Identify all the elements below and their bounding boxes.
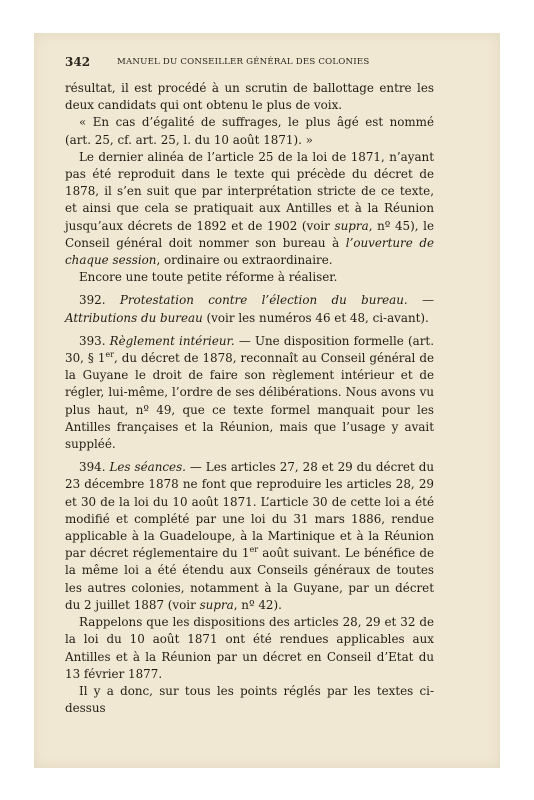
superscript: er (249, 545, 259, 555)
section-number: 393. (79, 333, 110, 348)
section-title: Règlement intérieur. (109, 333, 235, 348)
page-body (65, 80, 434, 717)
text-run: — Les articles 27, 28 et 29 du décret du 23 décembre 1878 ne font que reproduire les articles 28, 29 et 30 de la loi du 10 août 1871. L’article 30 de cette loi a été modifié et complété par une loi du 31 mars 1886, rendue applicable à la Guadeloupe, à la Martinique et à la Réunion par décret réglementaire du 1 (65, 460, 434, 561)
text-run: (voir les numéros 46 et 48, ci-avant). (202, 310, 429, 325)
text-run: , du décret de 1878, reconnaît au Conseil général de la Guyane le droit de faire son règlement intérieur et de régler, lui-même, l’ordre de ses délibérations. Nous avons vu plus haut, nº 49, que ce texte formel manquait pour les Antilles françaises et la Réunion, mais que l’usage y avait suppléé. (65, 351, 434, 452)
text-run: , nº 42). (233, 597, 282, 612)
text-run: août suivant. Le bénéfice de la même loi a été étendu aux Conseils généraux de toutes les autres colonies, notamment à la Guyane, par un décret du 2 juillet 1887 (voir (65, 546, 434, 612)
section-title: Protestation contre l’élection du bureau. — Attributions du bureau (65, 293, 434, 325)
section-number: 392. (79, 293, 120, 308)
section-392 (65, 292, 434, 326)
paragraph-il-y-a-donc: Il y a donc, sur tous les points réglés par les textes ci-dessus (65, 683, 434, 716)
paragraph-rappelons: Rappelons que les dispositions des articles 28, 29 et 32 de la loi du 10 août 1871 ont été rendues applicables aux Antilles et à la Réunion par un décret en Conseil d’Etat du 13 février 1877. (65, 615, 434, 681)
page-header (65, 55, 435, 69)
paragraph-dernier-alinea (65, 149, 434, 269)
text-run: Le dernier alinéa de l’article 25 de la loi de 1871, n’ayant pas été reproduit dans le texte qui précède du décret de 1878, il s’en suit que par interprétation stricte de ce texte, et ainsi que cela se pratiquait aux Antilles et à la Réunion jusqu’aux décrets de 1892 et de 1902 (voir (65, 149, 434, 233)
superscript: er (105, 350, 114, 360)
section-393 (65, 333, 434, 453)
paragraph-quote: « En cas d’égalité de suffrages, le plus âgé est nommé (art. 25, cf. art. 25, l. du 10 août 1871). » (65, 115, 434, 147)
paragraph-continuation: résultat, il est procédé à un scrutin de ballottage entre les deux candidats qui ont obtenu le plus de voix. (65, 81, 434, 113)
italic-run: l’ouverture de chaque session (65, 235, 434, 268)
text-run: , nº 45), le Conseil général doit nommer son bureau à (65, 218, 434, 250)
text-run: — Une disposition formelle (art. 30, § 1 (65, 333, 434, 366)
italic-run: supra (334, 218, 369, 233)
section-title: Les séances. (109, 460, 186, 475)
paragraph-reforme: Encore une toute petite réforme à réaliser. (79, 270, 338, 285)
page-number: 342 (65, 55, 91, 69)
running-title: MANUEL DU CONSEILLER GÉNÉRAL DES COLONIES (117, 57, 370, 67)
italic-run: supra (199, 597, 234, 612)
section-394 (65, 459, 434, 614)
text-run: , ordinaire ou extraordinaire. (156, 253, 333, 268)
section-number: 394. (79, 460, 110, 475)
